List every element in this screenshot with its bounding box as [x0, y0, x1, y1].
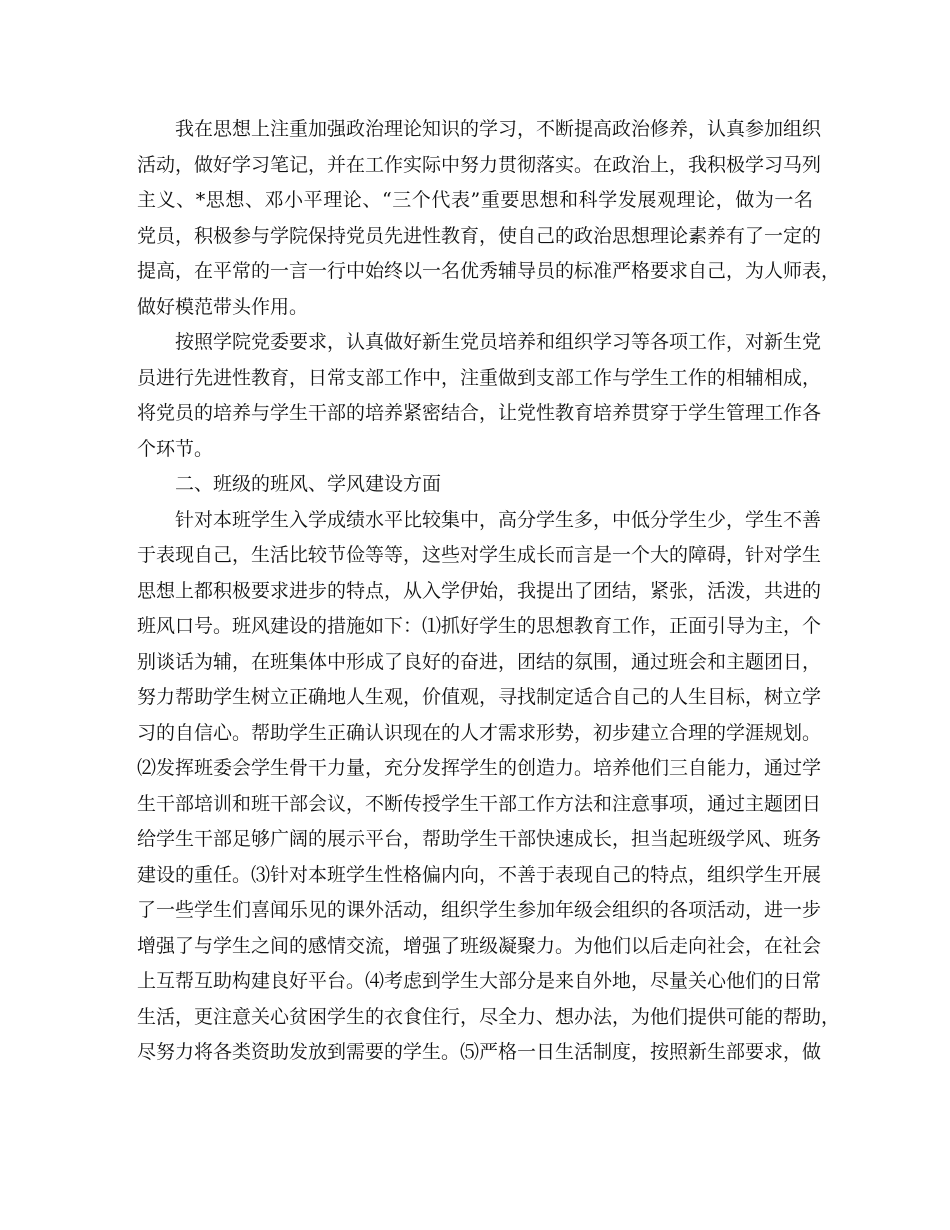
text-line: 主义、*思想、邓小平理论、“三个代表”重要思想和科学发展观理论，做为一名 [137, 189, 813, 211]
text-line: 我在思想上注重加强政治理论知识的学习，不断提高政治修养，认真参加组织 [175, 118, 822, 140]
text-line: 建设的重任。⑶针对本班学生性格偏内向，不善于表现自己的特点，组织学生开展 [137, 863, 822, 886]
text-line: 生活，更注意关心贫困学生的衣食住行，尽全力、想办法，为他们提供可能的帮助， [137, 1005, 841, 1028]
text-line: 生干部培训和班干部会议，不断传授学生干部工作方法和注意事项，通过主题团日 [137, 792, 822, 815]
text-line: 于表现自己，生活比较节俭等等，这些对学生成长而言是一个大的障碍，针对学生 [137, 544, 822, 566]
text-line: 增强了与学生之间的感情交流，增强了班级凝聚力。为他们以后走向社会，在社会 [137, 934, 822, 957]
text-line: 党员，积极参与学院保持党员先进性教育，使自己的政治思想理论素养有了一定的 [137, 224, 822, 247]
text-line: ⑵发挥班委会学生骨干力量，充分发挥学生的创造力。培养他们三自能力，通过学 [137, 757, 822, 779]
text-line: 习的自信心。帮助学生正确认识现在的人才需求形势，初步建立合理的学涯规划。 [137, 721, 822, 744]
text-line: 了一些学生们喜闻乐见的课外活动，组织学生参加年级会组织的各项活动，进一步 [137, 899, 822, 921]
text-line: 思想上都积极要求进步的特点，从入学伊始，我提出了团结，紧张，活泼，共进的 [137, 579, 822, 602]
section-heading: 二、班级的班风、学风建设方面 [175, 473, 442, 495]
text-line: 别谈话为辅，在班集体中形成了良好的奋进，团结的氛围，通过班会和主题团日， [137, 650, 822, 673]
text-line: 按照学院党委要求，认真做好新生党员培养和组织学习等各项工作，对新生党 [175, 331, 822, 353]
text-line: 提高，在平常的一言一行中始终以一名优秀辅导员的标准严格要求自己，为人师表， [137, 260, 841, 282]
text-line: 将党员的培养与学生干部的培养紧密结合，让党性教育培养贯穿于学生管理工作各 [137, 402, 822, 424]
text-line: 给学生干部足够广阔的展示平台，帮助学生干部快速成长，担当起班级学风、班务 [137, 828, 822, 850]
text-line: 针对本班学生入学成绩水平比较集中，高分学生多，中低分学生少，学生不善 [175, 508, 822, 531]
text-line: 班风口号。班风建设的措施如下：⑴抓好学生的思想教育工作，正面引导为主，个 [137, 615, 822, 637]
text-line: 个环节。 [137, 437, 214, 460]
text-line: 尽努力将各类资助发放到需要的学生。⑸严格一日生活制度，按照新生部要求，做 [137, 1041, 822, 1063]
text-line: 员进行先进性教育，日常支部工作中，注重做到支部工作与学生工作的相辅相成， [137, 366, 822, 389]
text-line: 上互帮互助构建良好平台。⑷考虑到学生大部分是来自外地，尽量关心他们的日常 [137, 970, 822, 992]
text-line: 活动，做好学习笔记，并在工作实际中努力贯彻落实。在政治上，我积极学习马列 [137, 153, 822, 176]
document-body [137, 112, 841, 1071]
text-line: 做好模范带头作用。 [137, 295, 309, 318]
text-line: 努力帮助学生树立正确地人生观，价值观，寻找制定适合自己的人生目标，树立学 [137, 686, 822, 708]
